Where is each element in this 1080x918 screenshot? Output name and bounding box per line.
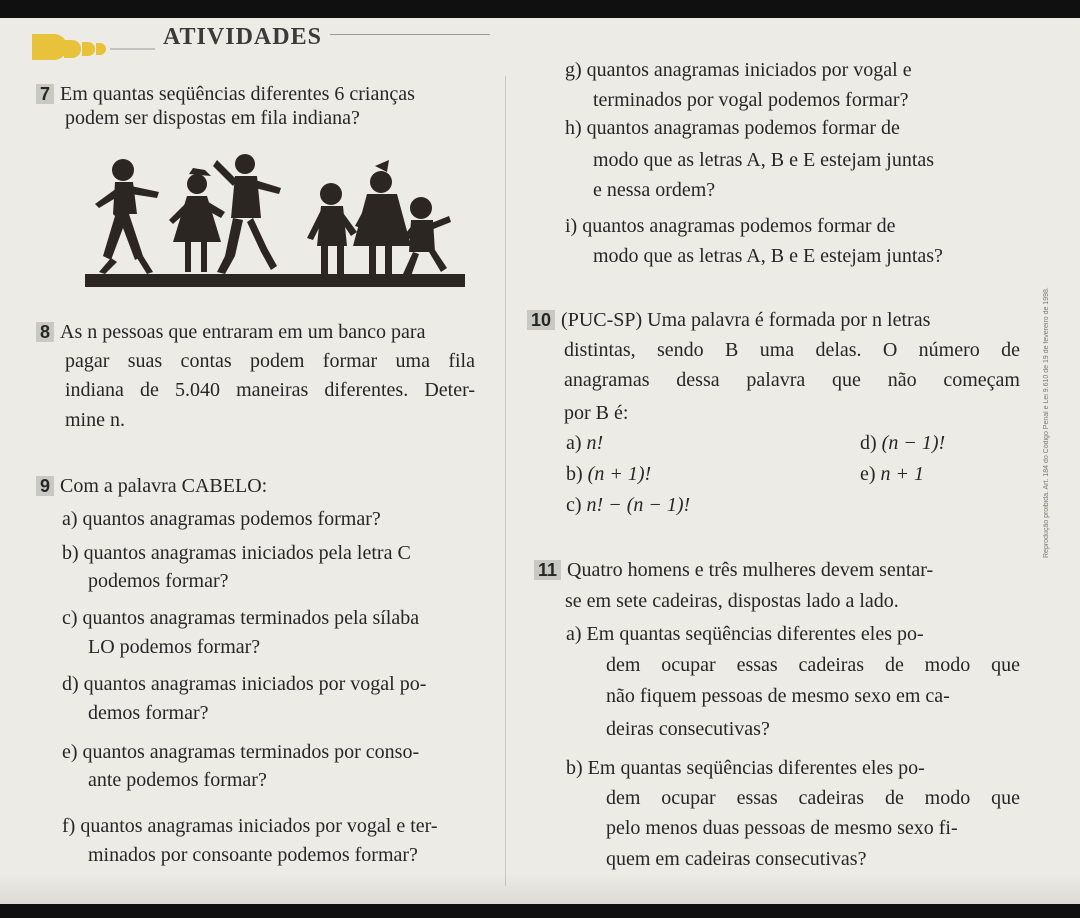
q11-item-a-line-2: dem ocupar essas cadeiras de modo que — [606, 654, 1020, 676]
q9-item-d-line-2: demos formar? — [88, 702, 209, 724]
q10-line-4: por B é: — [564, 402, 629, 424]
q7-line-2: podem ser dispostas em fila indiana? — [65, 107, 360, 129]
q9-item-d-line-1: d) quantos anagramas iniciados por vogal po- — [62, 673, 427, 695]
q9-item-c-line-1: c) quantos anagramas terminados pela sílaba — [62, 607, 420, 629]
q10-option-a: a) n! — [566, 432, 604, 454]
column-divider — [505, 76, 506, 886]
q11-item-b-line-1: b) Em quantas seqüências diferentes eles po- — [566, 757, 925, 779]
q7-number: 7 — [36, 84, 54, 104]
q9-item-b-line-2: podemos formar? — [88, 570, 229, 592]
q11-line-1: 11 Quatro homens e três mulheres devem sentar- — [534, 558, 933, 582]
q9-item-g-line-1: g) quantos anagramas iniciados por vogal e — [565, 59, 912, 81]
q9-item-c-line-2: LO podemos formar? — [88, 636, 261, 658]
textbook-page — [0, 18, 1080, 904]
q9-item-i-line-1: i) quantos anagramas podemos formar de — [565, 215, 896, 237]
q11-item-b-line-3: pelo menos duas pessoas de mesmo sexo fi- — [606, 817, 958, 839]
q9-item-a: a) quantos anagramas podemos formar? — [62, 508, 381, 530]
q10-option-b: b) (n + 1)! — [566, 463, 652, 485]
q8-number: 8 — [36, 322, 54, 342]
q11-item-a-line-3: não fiquem pessoas de mesmo sexo em ca- — [606, 685, 950, 707]
q11-item-b-line-2: dem ocupar essas cadeiras de modo que — [606, 787, 1020, 809]
section-title: ATIVIDADES — [163, 24, 322, 50]
q8-line-4: mine n. — [65, 409, 125, 431]
q9-stem: 9 Com a palavra CABELO: — [36, 474, 267, 498]
q11-item-a-line-1: a) Em quantas seqüências diferentes eles po- — [566, 623, 924, 645]
copyright-margin-note: Reprodução proibida. Art. 184 do Código Penal e Lei 9.610 de 19 de fevereiro de 1998. — [1043, 287, 1050, 558]
q10-option-e: e) n + 1 — [860, 463, 925, 485]
q10-line-2: distintas, sendo B uma delas. O número de — [564, 339, 1020, 361]
q8-line-2: pagar suas contas podem formar uma fila — [65, 350, 475, 372]
header-rule — [330, 34, 490, 35]
q10-line-1: 10 (PUC-SP) Uma palavra é formada por n letras — [527, 308, 930, 332]
q9-item-f-line-1: f) quantos anagramas iniciados por vogal e ter- — [62, 815, 438, 837]
q8-line-1: 8 As n pessoas que entraram em um banco para — [36, 320, 425, 344]
q9-item-b-line-1: b) quantos anagramas iniciados pela letra C — [62, 542, 411, 564]
q9-item-h-line-3: e nessa ordem? — [593, 179, 716, 201]
q10-number: 10 — [527, 310, 555, 330]
q10-option-c: c) n! − (n − 1)! — [566, 494, 691, 516]
q11-item-a-line-4: deiras consecutivas? — [606, 718, 770, 740]
q9-item-f-line-2: minados por consoante podemos formar? — [88, 844, 418, 866]
q7-line-1: 7 Em quantas seqüências diferentes 6 crianças — [36, 82, 415, 106]
q11-line-2: se em sete cadeiras, dispostas lado a lado. — [565, 590, 899, 612]
q11-item-b-line-4: quem em cadeiras consecutivas? — [606, 848, 867, 870]
q10-option-d: d) (n − 1)! — [860, 432, 946, 454]
q9-item-h-line-1: h) quantos anagramas podemos formar de — [565, 117, 900, 139]
q10-line-3: anagramas dessa palavra que não começam — [564, 369, 1020, 391]
children-silhouette-illustration — [85, 146, 465, 288]
q9-item-e-line-1: e) quantos anagramas terminados por conso- — [62, 741, 420, 763]
q11-number: 11 — [534, 560, 561, 580]
q9-item-h-line-2: modo que as letras A, B e E estejam juntas — [593, 149, 935, 171]
page-shadow — [0, 874, 1080, 904]
q8-line-3: indiana de 5.040 maneiras diferentes. Deter- — [65, 379, 475, 401]
q9-item-i-line-2: modo que as letras A, B e E estejam juntas? — [593, 245, 943, 267]
q9-number: 9 — [36, 476, 54, 496]
header-arrows-decoration — [30, 30, 155, 66]
q9-item-g-line-2: terminados por vogal podemos formar? — [593, 89, 909, 111]
q9-item-e-line-2: ante podemos formar? — [88, 769, 267, 791]
